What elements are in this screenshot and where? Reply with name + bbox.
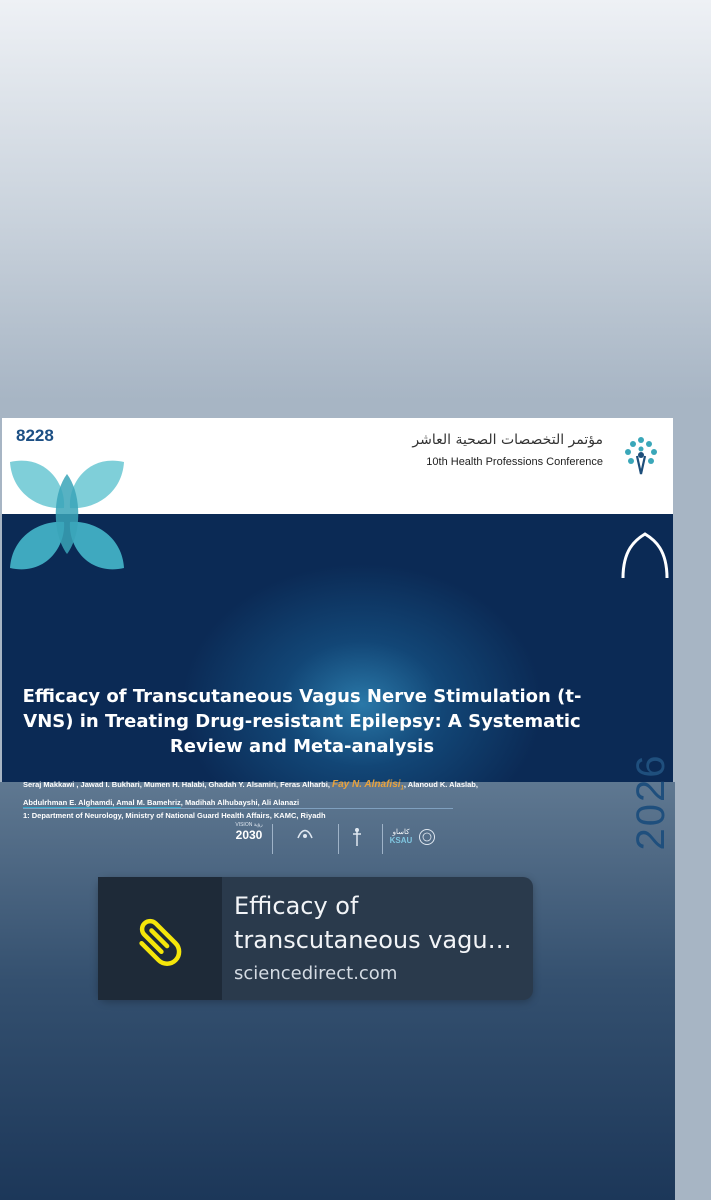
poster-title-line-2: VNS) in Treating Drug-resistant Epilepsy: A Systematic <box>23 711 581 732</box>
authors-part-c: Abdulrhman E. Alghamdi, Amal M. Bamehriz <box>23 797 181 807</box>
vision-label: VISION رؤية <box>235 822 263 828</box>
ksau-seal-icon <box>418 828 436 846</box>
ministry-emblem-icon <box>350 826 364 848</box>
ksau-label: KSAU <box>389 836 413 845</box>
authors-part-a: Seraj Makkawi , Jawad I. Bukhari, Mumen H. Halabi, Ghadah Y. Alsamiri, Feras Alharbi, <box>23 780 332 789</box>
ksau-arabic: كاساو <box>392 829 410 836</box>
link-title: Efficacy of transcutaneous vagu… <box>234 892 512 954</box>
poster-title-line-1: Efficacy of Transcutaneous Vagus Nerve Stimulation (t- <box>22 686 582 707</box>
authors-part-d: , Madihah Alhubayshi, Ali Alanazi <box>180 797 300 807</box>
flower-logo-icon <box>6 454 128 576</box>
link-domain: sciencedirect.com <box>234 963 398 984</box>
author-list <box>23 778 563 810</box>
highlighted-author: Fay N. Alnafisi <box>332 779 401 790</box>
logo-divider <box>338 824 339 854</box>
logo-divider <box>272 824 273 854</box>
paperclip-icon <box>130 909 190 969</box>
arch-decoration-icon <box>621 510 669 580</box>
poster-title-line-3: Review and Meta-analysis <box>169 736 435 757</box>
conference-name-english: 10th Health Professions Conference <box>426 456 603 468</box>
conference-emblem-icon <box>619 434 663 478</box>
health-specialties-logo-icon <box>296 828 314 842</box>
sponsor-logos <box>230 822 440 858</box>
authors-part-b: , Alanoud K. Alaslab, <box>403 780 478 789</box>
poster-title <box>22 684 582 759</box>
conference-name-arabic: مؤتمر التخصصات الصحية العاشر <box>412 432 603 448</box>
divider <box>23 808 453 809</box>
vision-year: 2030 <box>235 828 263 842</box>
link-preview-card[interactable] <box>98 877 533 1000</box>
conference-logo <box>412 432 663 476</box>
poster-id: 8228 <box>16 426 54 445</box>
affiliation: 1: Department of Neurology, Ministry of National Guard Health Affairs, KAMC, Riyadh <box>23 811 326 820</box>
highlighted-author-sub: 1 <box>400 785 404 792</box>
vision-2030-logo <box>230 822 268 842</box>
year-label: 2026 <box>628 753 673 851</box>
link-icon-container <box>98 877 222 1000</box>
logo-divider <box>382 824 383 854</box>
poster-slide <box>2 418 673 851</box>
ksau-logo <box>386 828 416 845</box>
